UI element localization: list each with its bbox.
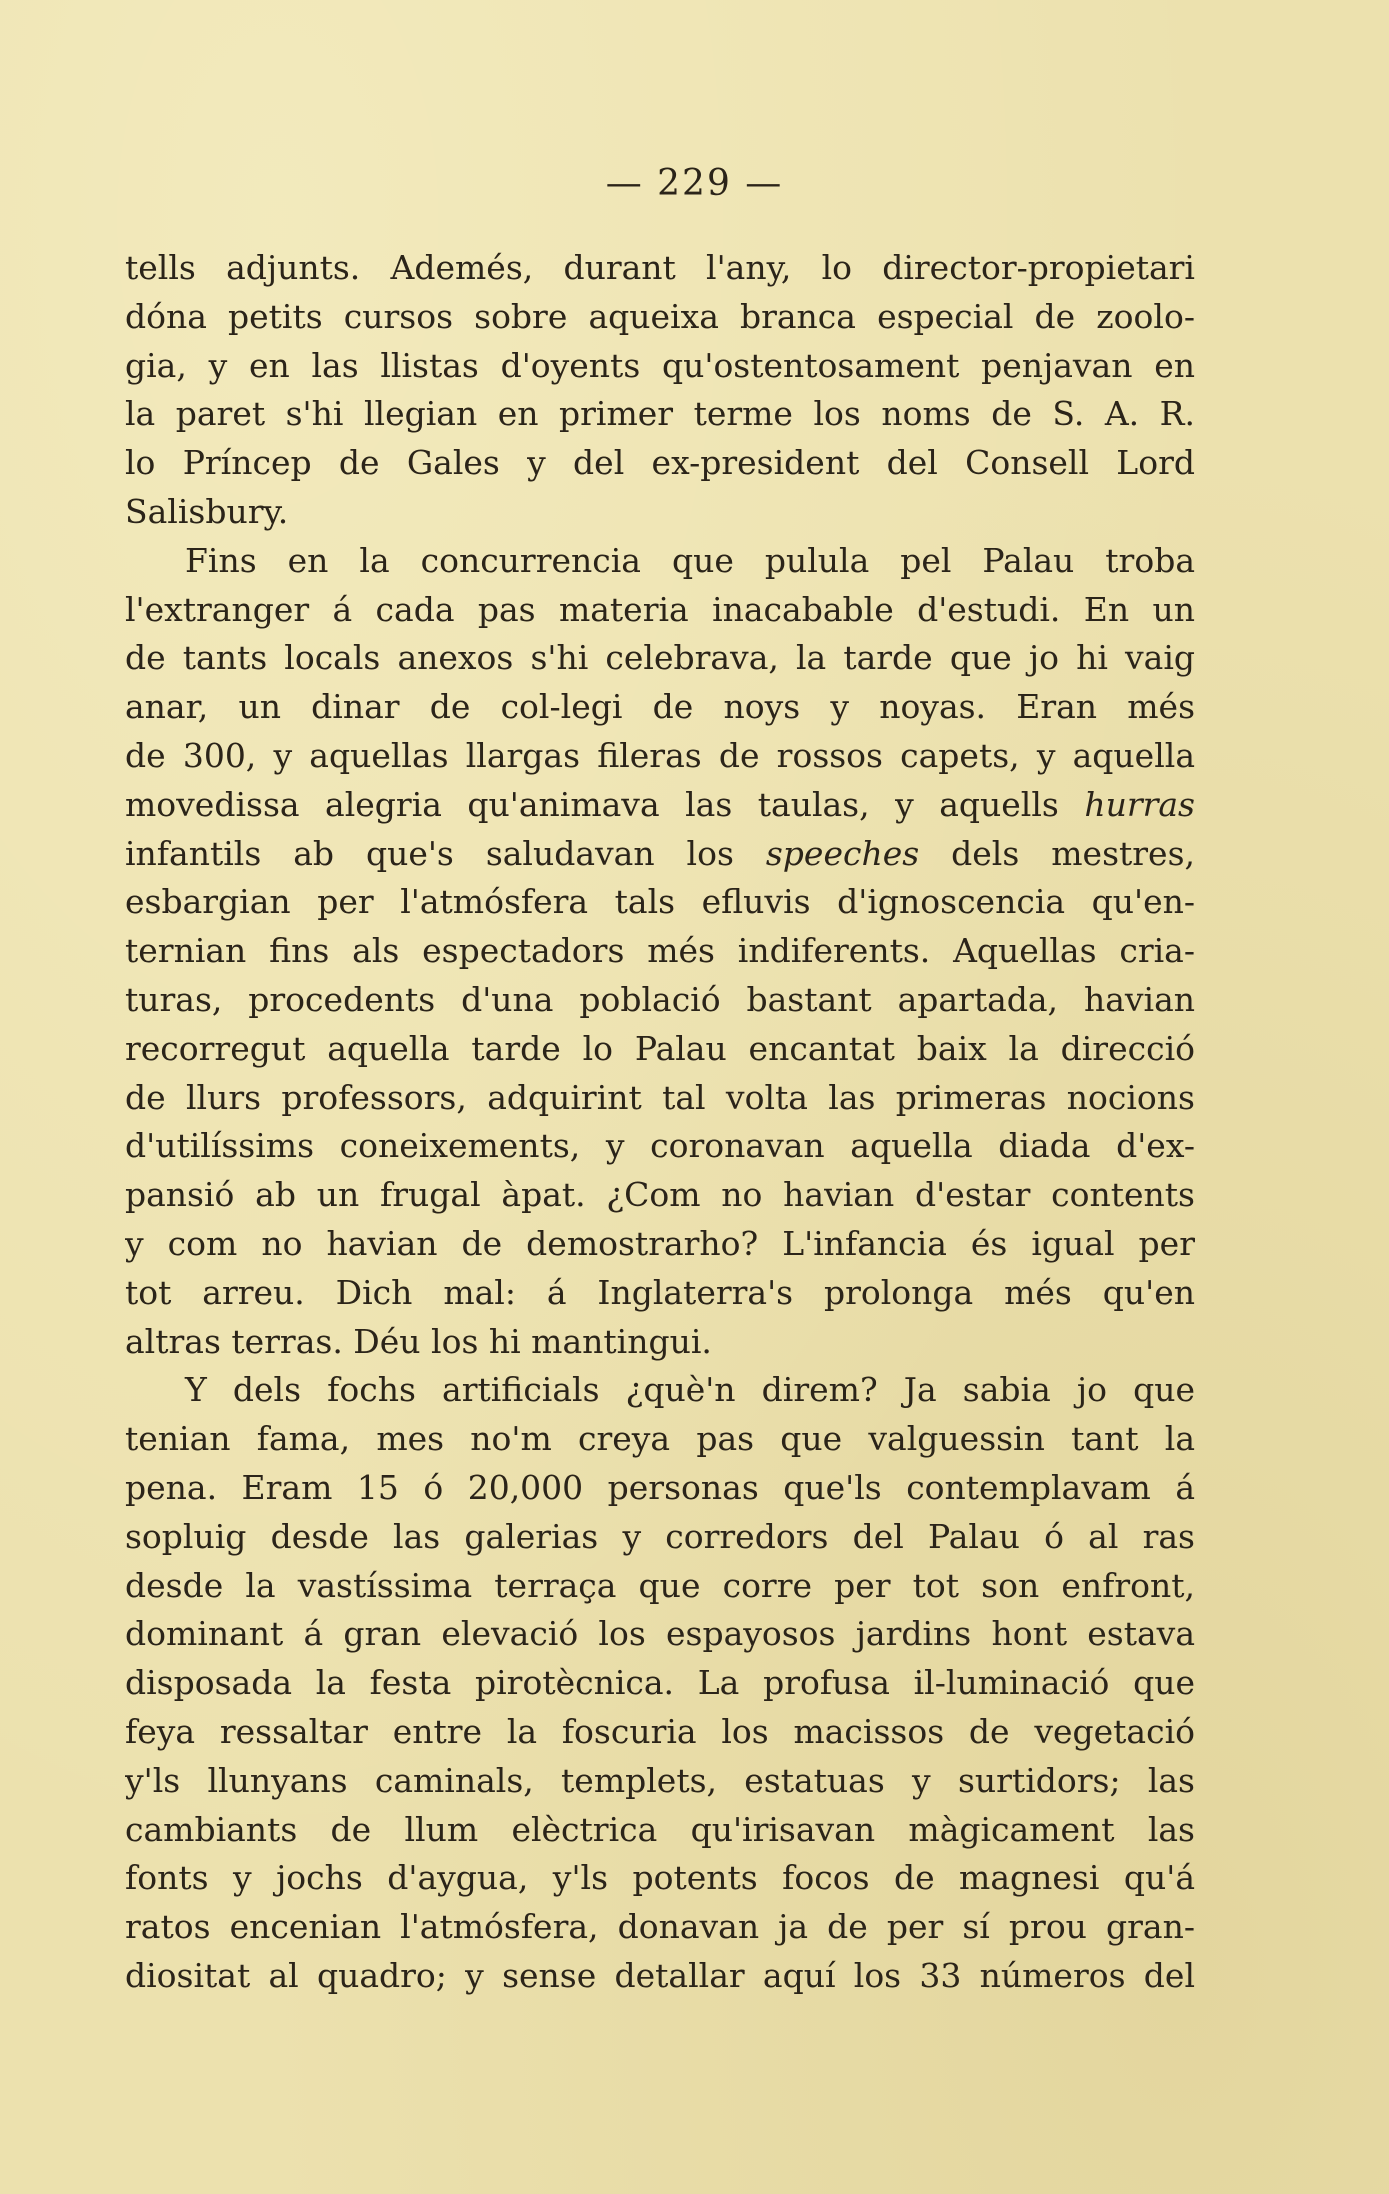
text-line: de 300, y aquellas llargas fileras de rossos capets, y aquella (125, 735, 1195, 775)
text-line: gia, y en las llistas d'oyents qu'ostentosament penjavan en (125, 345, 1195, 385)
text-line: y com no havian de demostrarho? L'infancia és igual per (125, 1223, 1195, 1263)
text-segment: movedissa alegria qu'animava las taulas, y aquells (125, 784, 1085, 824)
text-line: y'ls llunyans caminals, templets, estatuas y surtidors; las (125, 1760, 1195, 1800)
text-segment: infantils ab que's saludavan los (125, 833, 766, 873)
text-line: fonts y jochs d'aygua, y'ls potents focos de magnesi qu'á (125, 1858, 1195, 1898)
text-line: diositat al quadro; y sense detallar aquí los 33 números del (125, 1955, 1195, 1995)
text-line: esbargian per l'atmósfera tals efluvis d'ignoscencia qu'en- (125, 882, 1195, 922)
text-line: disposada la festa pirotècnica. La profusa il-luminació que (125, 1663, 1195, 1703)
text-line: tells adjunts. Ademés, durant l'any, lo director-propietari (125, 248, 1195, 287)
text-line: pena. Eram 15 ó 20,000 personas que'ls contemplavam á (125, 1467, 1195, 1507)
text-line: d'utilíssims coneixements, y coronavan aquella diada d'ex- (125, 1126, 1195, 1166)
text-line: Fins en la concurrencia que pulula pel Palau troba (185, 540, 1195, 580)
text-line: la paret s'hi llegian en primer terme los noms de S. A. R. (125, 394, 1195, 434)
text-line: lo Príncep de Gales y del ex-president del Consell Lord (125, 443, 1195, 483)
text-line: desde la vastíssima terraça que corre per tot son enfront, (125, 1565, 1195, 1605)
text-line: tot arreu. Dich mal: á Inglaterra's prolonga més qu'en (125, 1272, 1195, 1312)
text-line: feya ressaltar entre la foscuria los macissos de vegetació (125, 1711, 1195, 1751)
text-line: sopluig desde las galerias y corredors del Palau ó al ras (125, 1516, 1195, 1556)
text-line: l'extranger á cada pas materia inacabable d'estudi. En un (125, 589, 1195, 629)
text-line: dóna petits cursos sobre aqueixa branca especial de zoolo- (125, 296, 1195, 336)
text-line: recorregut aquella tarde lo Palau encantat baix la direcció (125, 1028, 1195, 1068)
text-line: turas, procedents d'una població bastant apartada, havian (125, 979, 1195, 1019)
text-line: ternian fins als espectadors més indiferents. Aquellas cria- (125, 931, 1195, 971)
text-segment: dels mestres, (919, 833, 1195, 873)
text-line: ratos encenian l'atmósfera, donavan ja de per sí prou gran- (125, 1907, 1195, 1947)
text-line: dominant á gran elevació los espayosos jardins hont estava (125, 1614, 1195, 1654)
text-line: altras terras. Déu los hi mantingui. (125, 1321, 712, 1361)
text-line: de tants locals anexos s'hi celebrava, la tarde que jo hi vaig (125, 638, 1195, 678)
text-line: Salisbury. (125, 491, 289, 531)
text-line: pansió ab un frugal àpat. ¿Com no havian d'estar contents (125, 1175, 1195, 1215)
text-line: tenian fama, mes no'm creya pas que valguessin tant la (125, 1419, 1195, 1459)
body-text (125, 244, 1195, 2001)
text-line (125, 781, 1195, 830)
text-line: Y dels fochs artificials ¿què'n direm? Ja sabia jo que (185, 1370, 1195, 1410)
text-line: cambiants de llum elèctrica qu'irisavan màgicament las (125, 1809, 1195, 1849)
text-line (125, 830, 1195, 879)
page-number: — 229 — (605, 163, 784, 204)
text-line: de llurs professors, adquirint tal volta las primeras nocions (125, 1077, 1195, 1117)
italic-word: speeches (765, 833, 920, 873)
text-line: anar, un dinar de col-legi de noys y noyas. Eran més (125, 687, 1195, 727)
italic-word: hurras (1084, 784, 1195, 824)
